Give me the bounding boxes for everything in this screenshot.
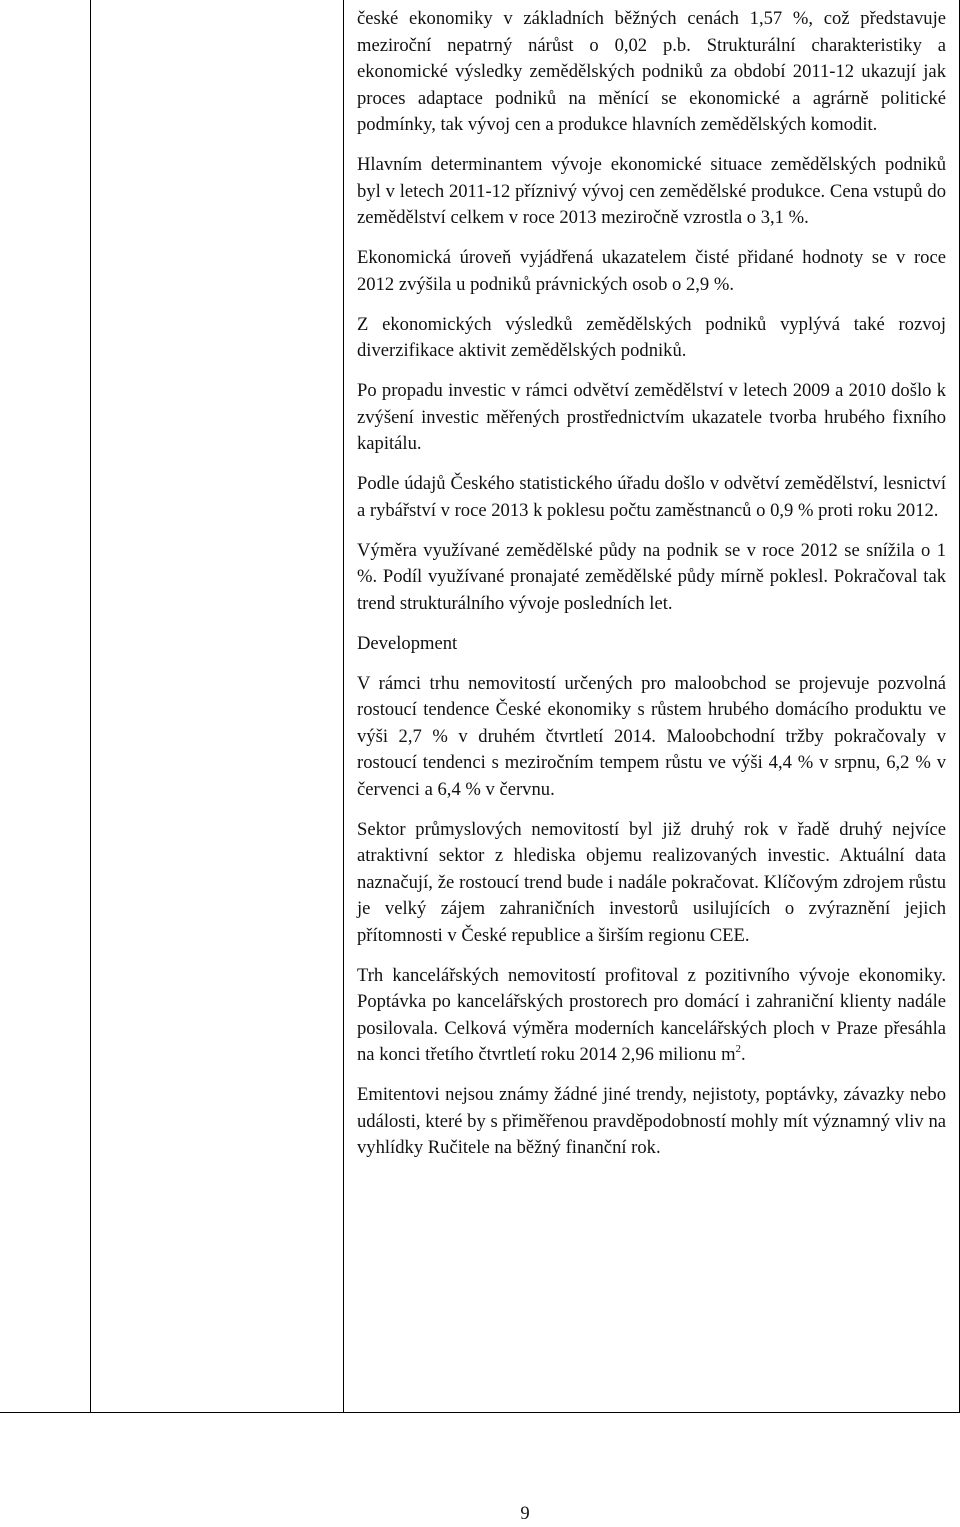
paragraph-trends: Emitentovi nejsou známy žádné jiné trendy, nejistoty, poptávky, závazky nebo události, které by s přiměřenou pravděpodobností mohly mít významný vliv na vyhlídky Ručitele na běžný finanční rok. xyxy=(357,1084,946,1158)
paragraph-land-area: Výměra využívané zemědělské půdy na podnik se v roce 2012 se snížila o 1 %. Podíl využívané pronajaté zemědělské půdy mírně poklesl. Pokračoval tak trend strukturálního vývoje posledních let. xyxy=(357,539,946,614)
paragraph-office xyxy=(357,963,946,1069)
office-ending: . xyxy=(741,1044,746,1065)
paragraph-employees: Podle údajů Českého statistického úřadu došlo v odvětví zemědělství, lesnictví a rybářství v roce 2013 k poklesu počtu zaměstnanců o 0,9 % proti roku 2012. xyxy=(357,473,946,521)
paragraph-investment: Po propadu investic v rámci odvětví zemědělství v letech 2009 a 2010 došlo k zvýšení investic měřených prostřednictvím ukazatele tvorba hrubého fixního kapitálu. xyxy=(357,380,946,454)
paragraph-diversification: Z ekonomických výsledků zemědělských podniků vyplývá také rozvoj diverzifikace aktivit zemědělských podniků. xyxy=(357,313,946,361)
section-heading-development: Development xyxy=(357,632,458,654)
paragraph-determinant: Hlavním determinantem vývoje ekonomické situace zemědělských podniků byl v letech 2011-12 příznivý vývoj cen zemědělské produkce. Cena vstupů do zemědělství celkem v roce 2013 meziročně vzrostla o 3,1 %. xyxy=(357,154,946,228)
paragraph-industrial: Sektor průmyslových nemovitostí byl již druhý rok v řadě druhý nejvíce atraktivní sektor z hlediska objemu realizovaných investic. Aktuální data naznačují, že rostoucí trend bude i nadále pokračovat. Klíčovým zdrojem růstu je velký zájem zahraničních investorů usilujících o zvýraznění jejich přítomnosti v České republice a širším regionu CEE. xyxy=(357,818,946,946)
superscript-squared: 2 xyxy=(735,1042,742,1055)
office-text: Trh kancelářských nemovitostí profitoval z pozitivního vývoje ekonomiky. Poptávka po kancelářských prostorech pro domácí i zahraniční klienty nadále posilovala. Celková výměra moderních kancelářských ploch v Praze přesáhla na konci třetího čtvrtletí roku 2014 2,96 milionu m xyxy=(357,964,946,1065)
paragraph-agriculture-structure: české ekonomiky v základních běžných cenách 1,57 %, což představuje meziroční nepatrný nárůst o 0,02 p.b. Strukturální charakteristiky a ekonomické výsledky zemědělských podniků za období 2011-12 ukazují jak proces adaptace podniků na měnící se ekonomické a agrárně politické podmínky, tak vývoj cen a produkce hlavních zemědělských komodit. xyxy=(357,8,946,135)
paragraph-economic-level: Ekonomická úroveň vyjádřená ukazatelem čisté přidané hodnoty se v roce 2012 zvýšila u podniků právnických osob o 2,9 %. xyxy=(357,247,946,295)
table-border-left xyxy=(90,0,91,1413)
paragraph-retail: V rámci trhu nemovitostí určených pro maloobchod se projevuje pozvolná rostoucí tendence České ekonomiky s růstem hrubého domácího produktu ve výši 2,7 % v druhém čtvrtletí 2014. Maloobchodní tržby pokračovaly v rostoucí tendenci s meziročním tempem růstu ve výši 4,4 % v srpnu, 6,2 % v červenci a 6,4 % v červnu. xyxy=(357,672,946,800)
page-number: 9 xyxy=(520,1503,530,1524)
table-column-divider xyxy=(343,0,344,1413)
table-cell-content xyxy=(357,6,946,1175)
